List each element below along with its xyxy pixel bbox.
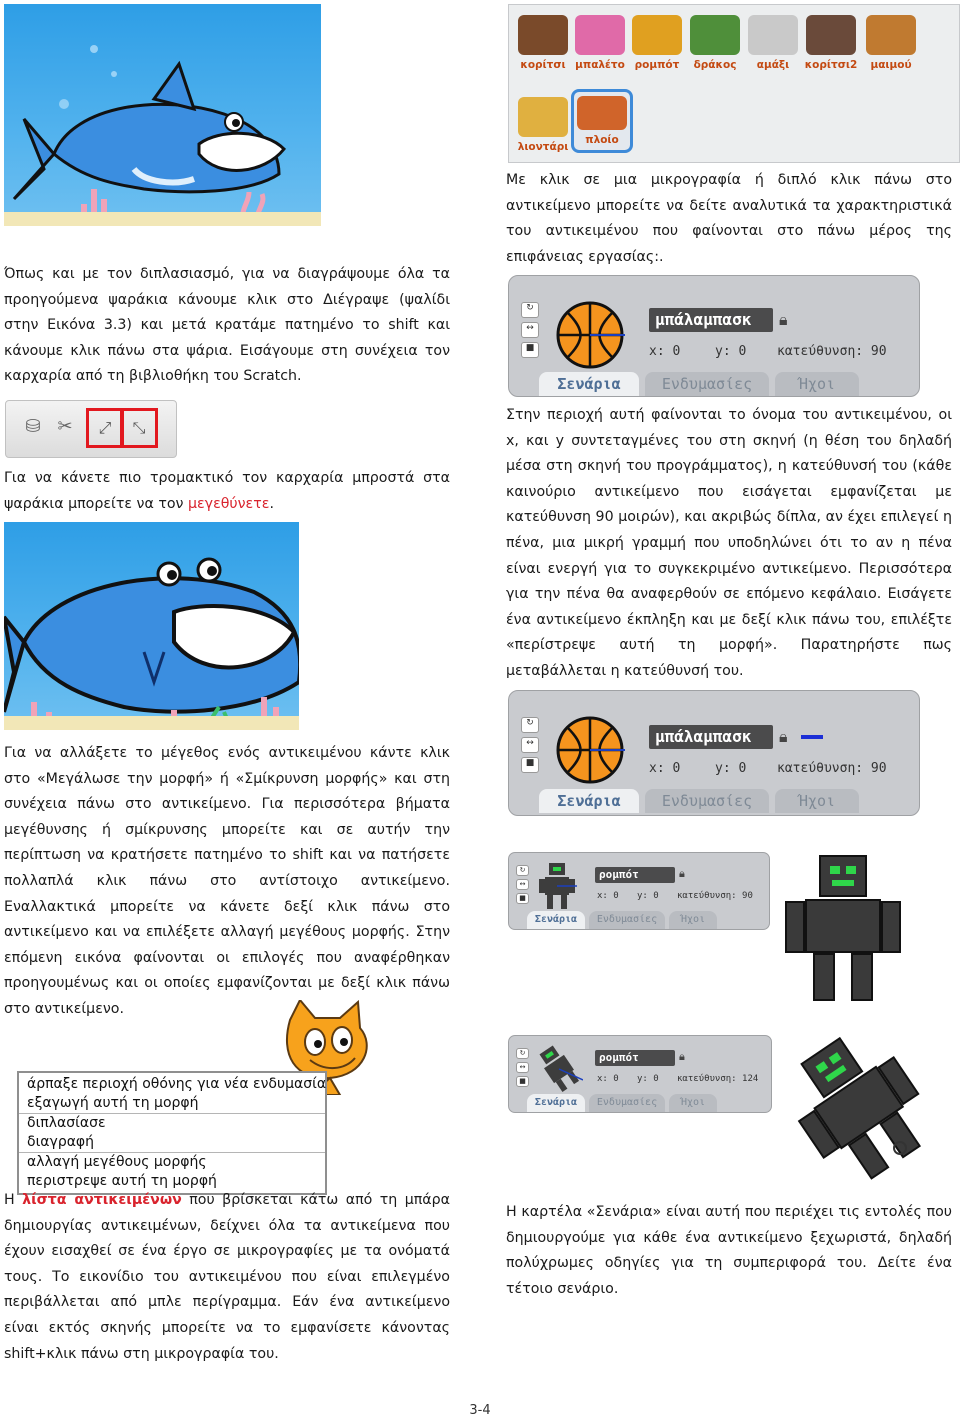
direction-readout: κατεύθυνση: 124 [677,1074,759,1084]
lion-icon [518,97,568,137]
ship-icon [577,96,627,130]
tab-sounds[interactable]: Ήχοι [669,1094,717,1112]
no-rotate-icon[interactable]: ■ [516,1076,529,1087]
paragraph-enlarge [4,466,450,517]
sprite-thumb-car[interactable] [745,15,801,71]
monkey-icon [866,15,916,55]
sprite-info-panel-ball-pen [508,690,920,816]
ballerina-icon [575,15,625,55]
car-icon [748,15,798,55]
large-shark-image [4,522,299,730]
menu-item-export[interactable]: εξαγωγή αυτή τη μορφή [27,1095,199,1111]
paragraph-sprite-list [4,1188,450,1367]
menu-item-grab-screen[interactable]: άρπαξε περιοχή οθόνης για νέα ενδυμασία [27,1076,327,1092]
paragraph-resize: Για να αλλάξετε το μέγεθος ενός αντικειμένου κάντε κλικ στο «Μεγάλωσε την μορφή» ή «Σμίκρυνση μορφής» και στη συνέχεια πάνω στο αντικείμενο. Για περισσότερα βήματα μεγέθυνσης ή σμίκρυνσης μπορείτε και σε αυτήν την περίπτωση να κρατήσετε πατημένο το shift και να πατήσετε πολλαπλά κλικ πάνω στο αντίστοιχο αντικείμενο. Εναλλακτικά μπορείτε να κάνετε δεξί κλικ πάνω στο αντικείμενο και να επιλέξετε αλλαγή μεγέθους μορφής. Στην επόμενη εικόνα φαίνονται οι επιλογές που αναφέρθηκαν προηγουμένως και οι οποίες εμφανίζονται με δεξί κλικ πάνω στο αντικείμενο. [4,745,450,1017]
shark-stage-large [4,522,299,730]
sprite-thumb-girl2[interactable] [803,15,859,71]
sprite-name-field[interactable]: ρομπότ [595,1050,675,1066]
menu-item-duplicate[interactable]: διπλασίασε [19,1113,325,1133]
sprite-thumb-label: μπαλέτο [575,59,625,71]
tab-sounds[interactable]: Ήχοι [775,789,859,813]
x-coordinate: x: 0 [649,761,681,776]
direction-readout: κατεύθυνση: 90 [777,761,887,776]
robot-icon [632,15,682,55]
sprite-name-field[interactable]: ρομπότ [595,867,675,883]
girl2-icon [806,15,856,55]
rotate-all-icon[interactable]: ↻ [516,865,529,876]
sprite-name-field[interactable]: μπάλαμπασκ [649,725,773,749]
x-coordinate: x: 0 [597,891,619,901]
y-coordinate: y: 0 [637,1074,659,1084]
basketball-icon [555,715,625,785]
tab-costumes[interactable]: Ενδυμασίες [589,911,665,929]
tab-sounds[interactable]: Ήχοι [775,372,859,396]
sprite-info-panel-robot [508,852,770,930]
tab-scripts[interactable]: Σενάρια [527,1094,585,1112]
paragraph-sprite-list-rest: που βρίσκεται κάτω από τη μπάρα δημιουργίας αντικειμένων, δείχνει όλα τα αντικείμενα που έχουν εισαχθεί σε ένα έργο σε μικρογραφίες με τα ονόματά τους. Το εικονίδιο του αντικειμένου που είναι επιλεγμένο περιβάλλεται από μπλε περίγραμμα. Εάν ένα αντικείμενο είναι εκτός σκηνής μπορείτε να το εμφανίσετε κάνοντας shift+κλικ πάνω στη μικρογραφία του. [4,1192,450,1362]
flip-lr-icon[interactable]: ↔ [516,879,529,890]
lock-icon[interactable]: 🔒︎ [779,727,788,746]
paragraph-enlarge-end: . [269,495,274,512]
rotate-all-icon[interactable]: ↻ [521,302,539,318]
rotate-all-icon[interactable]: ↻ [521,717,539,733]
menu-item-resize[interactable]: αλλαγή μεγέθους μορφής [19,1152,325,1172]
sprite-info-panel-ball [508,275,920,397]
rotate-all-icon[interactable]: ↻ [516,1048,529,1059]
paragraph-enlarge-text: Για να κάνετε πιο τρομακτικό τον καρχαρία μπροστά στα ψαράκια μπορείτε να τον [4,470,450,512]
x-coordinate: x: 0 [649,344,681,359]
menu-item-delete[interactable]: διαγραφή [27,1134,95,1150]
paragraph-scripts-tab: Η καρτέλα «Σενάρια» είναι αυτή που περιέχει τις εντολές που δημιουργούμε για κάθε ένα αντικείμενο ξεχωριστά, δηλαδή πολύχρωμες οδηγίες για τη συμπεριφορά του. Δείτε ένα τέτοιο σενάριο. [506,1204,952,1297]
page-number: 3-4 [469,1403,491,1418]
sprite-thumb-monkey[interactable] [863,15,919,71]
sprite-thumb-label: αμάξι [756,59,790,71]
tab-sounds[interactable]: Ήχοι [669,911,717,929]
tab-costumes[interactable]: Ενδυμασίες [645,789,769,813]
sprite-thumb-girl[interactable] [515,15,571,71]
sprite-thumb-lion[interactable] [515,97,571,153]
scissors-icon[interactable]: ✂ [57,416,73,437]
sprite-thumb-label: κορίτσι [520,59,566,71]
sprite-list-gallery [508,4,960,163]
sprite-thumb-dragon[interactable] [687,15,743,71]
grow-sprite-icon[interactable]: ⤢ [86,408,124,448]
no-rotate-icon[interactable]: ■ [521,342,539,358]
sprite-thumb-label: λιοντάρι [517,141,569,153]
sprite-thumb-label: κορίτσι2 [804,59,858,71]
tab-costumes[interactable]: Ενδυμασίες [589,1094,665,1112]
link-enlarge[interactable]: μεγεθύνετε [187,495,270,512]
menu-item-rotate[interactable]: περιστρεψε αυτή τη μορφή [27,1173,217,1189]
flip-lr-icon[interactable]: ↔ [521,737,539,753]
tab-scripts[interactable]: Σενάρια [527,911,585,929]
girl-icon [518,15,568,55]
lock-icon[interactable]: 🔒︎ [779,310,788,329]
robot-thumb-icon [537,861,577,911]
sprite-thumb-ship-selected[interactable] [571,89,633,153]
sprite-thumb-label: μαιμού [870,59,912,71]
basketball-icon [555,300,625,370]
shark-stage-small [4,4,321,226]
sprite-thumb-robot[interactable] [629,15,685,71]
link-sprite-list[interactable]: λίστα αντικειμένων [22,1192,182,1208]
tab-scripts[interactable]: Σενάρια [539,789,639,813]
shrink-sprite-icon[interactable]: ⤡ [120,408,158,448]
y-coordinate: y: 0 [637,891,659,901]
context-menu [17,1071,327,1195]
y-coordinate: y: 0 [715,344,747,359]
sprite-thumb-label: πλοίο [585,134,619,146]
sprite-thumb-label: ρομπότ [634,59,680,71]
robot-sprite-upright [778,852,908,1002]
robot-thumb-icon-rotated [537,1044,583,1094]
sprite-tools-toolbar [5,400,177,458]
y-coordinate: y: 0 [715,761,747,776]
sprite-info-panel-robot-rotated [508,1035,772,1113]
paragraph-delete-fish: Όπως και με τον διπλασιασμό, για να διαγράψουμε όλα τα προηγούμενα ψαράκια κάνουμε κλικ στο Διέγραψε (ψαλίδι στην Εικόνα 3.3) και μετά κρατάμε πατημένο το shift και κάνουμε κλικ πάνω στα ψάρια. Εισάγουμε στη συνέχεια τον καρχαρία από τη βιβλιοθήκη του Scratch. [4,266,450,385]
x-coordinate: x: 0 [597,1074,619,1084]
paragraph-sprite-info: Στην περιοχή αυτή φαίνονται το όνομα του αντικειμένου, οι x, και y συντεταγμένες του στη σκηνή (η θέση του δηλαδή μέσα στη σκηνή του προγράμματος), η κατεύθυνσή του (κάθε καινούριο αντικείμενο που εισάγεται εμφανίζεται με κατεύθυνση 90 μοιρών), και ακριβώς δίπλα, αν έχει επιλεγεί η πένα, μια μικρή γραμμή που υποδηλώνει ότι το αν η πένα είναι ενεργή για το συγκεκριμένο αντικείμενο. Περισσότερα για την πένα θα αναφερθούν σε επόμενο κεφάλαιο. Εισάγετε ένα αντικείμενο έκπληξη και με δεξί κλικ πάνω του, επιλέξτε «περίστρεψε αυτή τη μορφή». Παρατηρήστε πως μεταβάλλεται η κατεύθυνσή του. [506,407,952,679]
sprite-name-field[interactable]: μπάλαμπασκ [649,308,773,332]
robot-sprite-rotated [782,1030,932,1180]
sprite-thumb-label: δράκος [693,59,737,71]
lock-icon[interactable]: 🔒︎ [679,1050,685,1063]
direction-readout: κατεύθυνση: 90 [677,891,753,901]
tab-costumes[interactable]: Ενδυμασίες [645,372,769,396]
dragon-icon [690,15,740,55]
no-rotate-icon[interactable]: ■ [521,757,539,773]
flip-lr-icon[interactable]: ↔ [521,322,539,338]
paragraph-sprite-list-start: Η [4,1192,23,1208]
direction-readout: κατεύθυνση: 90 [777,344,887,359]
shark-image [4,4,321,226]
stamp-icon[interactable]: ⛁ [25,416,41,437]
flip-lr-icon[interactable]: ↔ [516,1062,529,1073]
sprite-thumb-ballet[interactable] [572,15,628,71]
paragraph-thumbnail-click: Με κλικ σε μια μικρογραφία ή διπλό κλικ πάνω στο αντικείμενο μπορείτε να δείτε αναλυτικά τα χαρακτηριστικά του αντικειμένου που φαίνονται στο πάνω μέρος της επιφάνειας εργασίας:. [506,172,952,265]
lock-icon[interactable]: 🔒︎ [679,867,685,880]
tab-scripts[interactable]: Σενάρια [539,372,639,396]
no-rotate-icon[interactable]: ■ [516,893,529,904]
pen-indicator [801,735,823,739]
